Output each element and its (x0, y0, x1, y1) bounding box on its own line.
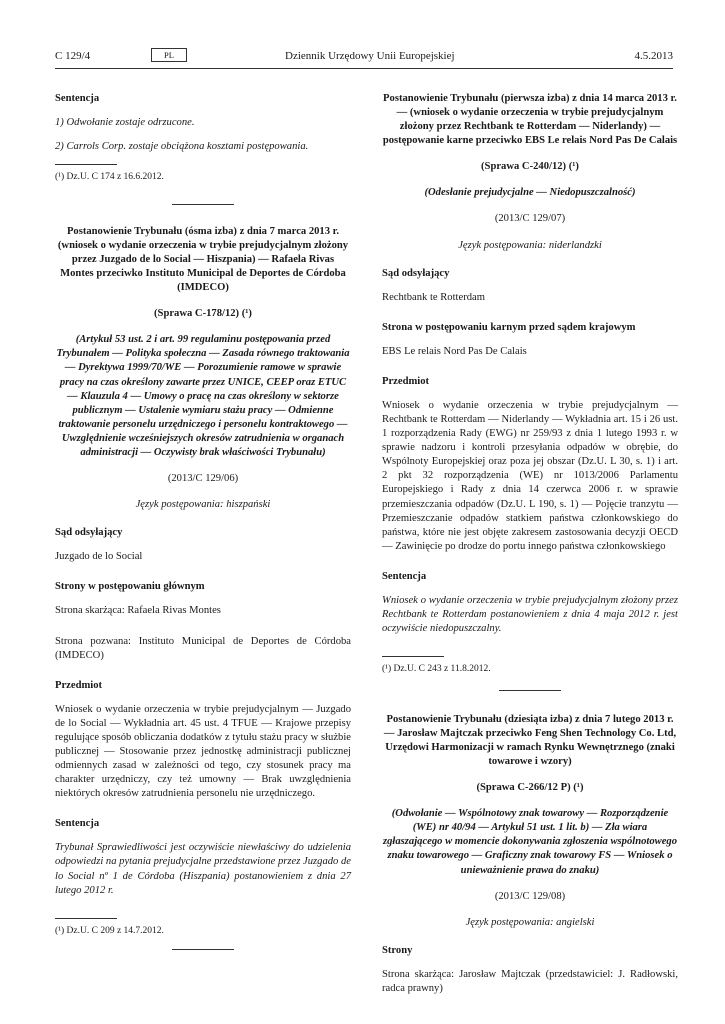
case-reference: (2013/C 129/08) (494, 890, 566, 902)
left-column (55, 92, 351, 950)
referring-court: Juzgado de lo Social (55, 551, 143, 563)
operative-part-text: Wniosek o wydanie orzeczenia w trybie prejudycjalnym złożony przez Rechtbank te Rotterdam postanowieniem z dnia 4 maja 2012 r. jest oczywiście niedopuszczalny. (382, 594, 678, 635)
parties-heading: Strony (382, 944, 413, 956)
referring-court: Rechtbank te Rotterdam (382, 291, 485, 303)
case-reference: (2013/C 129/07) (494, 213, 566, 225)
footnote: (¹) Dz.U. C 209 z 14.7.2012. (55, 925, 164, 936)
referring-court-heading: Sąd odsyłający (382, 267, 450, 279)
referring-court-heading: Sąd odsyłający (55, 527, 123, 539)
case-title: Postanowienie Trybunału (ósma izba) z dnia 7 marca 2013 r. (wniosek o wydanie orzeczenia w trybie prejudycjalnym złożony przez Juzgado de lo Social — Hiszpania) — Rafaela Rivas Montes przeciwko Instituto Municipal de Deportes de Córdoba (IMDECO) (57, 225, 349, 294)
subject-heading: Przedmiot (382, 375, 430, 387)
case-title: Postanowienie Trybunału (pierwsza izba) z dnia 14 marca 2013 r. — (wniosek o wydanie orzeczenia w trybie prejudycjalnym złożony przez Rechtbank te Rotterdam — Niderlandy) — postępowanie karne przeciwko EBS Le relais Nord Pas De Calais (382, 93, 678, 147)
page-header (55, 49, 673, 67)
case-number: (Sprawa C-266/12 P) (¹) (476, 782, 584, 794)
language-code-box: PL (151, 48, 187, 62)
section-separator (172, 949, 234, 950)
case-subject: (Odesłanie prejudycjalne — Niedopuszczalność) (424, 187, 636, 199)
case-number: (Sprawa C-240/12) (¹) (481, 161, 579, 173)
page-reference: C 129/4 (55, 50, 91, 62)
subject-heading: Przedmiot (55, 679, 103, 691)
case-language: Język postępowania: niderlandzki (458, 239, 602, 251)
criminal-party: EBS Le relais Nord Pas De Calais (382, 345, 527, 357)
applicant: Strona skarżąca: Rafaela Rivas Montes (55, 605, 221, 617)
sentencja-item: 2) Carrols Corp. zostaje obciążona kosztami postępowania. (55, 141, 309, 153)
applicant: Strona skarżąca: Jarosław Majtczak (przedstawiciel: J. Radłowski, radca prawny) (382, 968, 678, 994)
right-column (382, 92, 678, 996)
case-number: (Sprawa C-178/12) (¹) (154, 308, 252, 320)
header-rule (55, 68, 673, 69)
case-reference: (2013/C 129/06) (167, 473, 239, 485)
operative-part-heading: Sentencja (55, 818, 100, 830)
case-title: Postanowienie Trybunału (dziesiąta izba) z dnia 7 lutego 2013 r. — Jarosław Majtczak przeciwko Feng Shen Technology Co. Ltd, Urzędowi Harmonizacji w ramach Rynku Wewnętrznego (znaki towarowe i wzory) (383, 713, 677, 768)
footnote-rule (55, 164, 117, 165)
subject-text: Wniosek o wydanie orzeczenia w trybie prejudycjalnym — Rechtbank te Rotterdam — Niderlandy — Wykładnia art. 15 i 26 ust. 1 rozporządzenia Rady (EWG) nr 259/93 z dnia 1 lutego 1993 r. w sprawie nadzoru i kontroli przesyłania odpadów w obrębie, do Wspólnoty Europejskiej oraz poza jej obszar (Dz.U. L 30, s. 1) i art. 2 pkt 32 rozporządzenia (WE) nr 1013/2006 Parlamentu Europejskiego i Rady z dnia 14 czerwca 2006 r. w sprawie przemieszczania odpadów (Dz.U. L 190, s. 1) — Pojęcie tranzytu — Przemieszczanie odpadów statkiem państwa członkowskiego do państwa, które nie jest objęte zakresem zastosowania decyzji OECD — Zawinięcie po drodze do portu innego państwa członkowskiego (382, 400, 678, 552)
case-language: Język postępowania: angielski (465, 916, 595, 928)
section-separator (499, 690, 561, 691)
publication-date: 4.5.2013 (634, 50, 673, 62)
case-subject: (Odwołanie — Wspólnotowy znak towarowy — Rozporządzenie (WE) nr 40/94 — Artykuł 51 ust. 1 lit. b) — Zła wiara zgłaszającego w momencie dokonywania zgłoszenia wspólnotowego znaku towarowego — Graficzny znak towarowy FS — Wniosek o unieważnienie prawa do znaku) (383, 808, 677, 876)
footnote-rule (382, 656, 444, 657)
case-language: Język postępowania: hiszpański (135, 499, 271, 511)
footnote: (¹) Dz.U. C 243 z 11.8.2012. (382, 664, 491, 675)
sentencja-heading: Sentencja (55, 93, 100, 104)
footnote: (¹) Dz.U. C 174 z 16.6.2012. (55, 172, 164, 183)
criminal-party-heading: Strona w postępowaniu karnym przed sądem krajowym (382, 321, 636, 333)
subject-text: Wniosek o wydanie orzeczenia w trybie prejudycjalnym — Juzgado de lo Social — Wykładnia art. 45 ust. 4 TFUE — Krajowe przepisy regulujące sposób obliczania dodatków z tytułu stażu pracy w służbie publicznej — Stosowanie przez jednostkę administracji publicznej odmiennych zasad w zależności od tego, czy stosunek pracy ma charakter urzędniczy, czy też umowny — Brak uwzględnienia niektórych okresów zatrudnienia personelu nie urzędniczego. (55, 703, 351, 800)
defendant: Strona pozwana: Instituto Municipal de Deportes de Córdoba (IMDECO) (55, 635, 351, 661)
footnote-rule (55, 918, 117, 919)
parties-heading: Strony w postępowaniu głównym (55, 581, 205, 593)
case-subject: (Artykuł 53 ust. 2 i art. 99 regulaminu postępowania przed Trybunałem — Polityka społeczna — Zasada równego traktowania — Dyrektywa 1999/70/WE — Porozumienie ramowe w sprawie pracy na czas określony zawarte przez UNICE, CEEP oraz ETUC — Klauzula 4 — Umowy o pracę na czas określony w sektorze publicznym — Ustalenie wymiaru stażu pracy — Odmienne traktowanie personelu urzędniczego i personelu kontraktowego — Uwzględnienie wcześniejszych okresów zatrudnienia w organach administracji — Oczywisty brak właściwości Trybunału) (56, 334, 350, 458)
operative-part-text: Trybunał Sprawiedliwości jest oczywiście niewłaściwy do udzielenia odpowiedzi na pytania prejudycjalne przedstawione przez Juzgado de lo Social nº 1 de Córdoba (Hiszpania) postanowieniem z dnia 27 lutego 2012 r. (55, 842, 351, 896)
operative-part-heading: Sentencja (382, 570, 427, 582)
journal-title: Dziennik Urzędowy Unii Europejskiej (285, 50, 455, 62)
section-separator (172, 204, 234, 205)
sentencja-item: 1) Odwołanie zostaje odrzucone. (55, 117, 195, 129)
